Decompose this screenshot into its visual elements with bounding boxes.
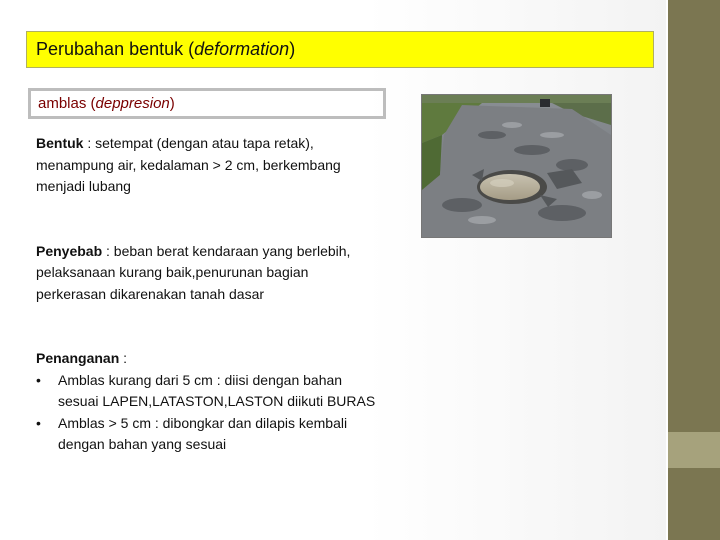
bentuk-text: : setempat (dengan atau tapa retak), menampung air, kedalaman > 2 cm, berkembang menjadi lubang: [36, 135, 341, 194]
penanganan-list: [36, 370, 376, 456]
title-close: ): [289, 39, 296, 59]
title-text: Perubahan bentuk (: [36, 39, 195, 59]
slide-subtitle: [28, 88, 386, 119]
penanganan-label: Penanganan: [36, 350, 120, 366]
list-item: • Amblas kurang dari 5 cm : diisi dengan bahan sesuai LAPEN,LATASTON,LASTON diikuti BURAS: [36, 370, 376, 413]
bentuk-label: Bentuk: [36, 135, 84, 151]
penanganan-label-suffix: :: [119, 350, 128, 366]
penanganan-heading: [36, 348, 376, 370]
pothole-photo-graphic: [422, 95, 611, 237]
subtitle-text: amblas (: [38, 95, 96, 112]
list-item: • Amblas > 5 cm : dibongkar dan dilapis kembali dengan bahan yang sesuai: [36, 413, 376, 456]
sidebar-accent-block: [668, 432, 720, 468]
pothole-photo: [421, 94, 612, 238]
penyebab-label: Penyebab: [36, 242, 103, 259]
slide-title: [26, 31, 654, 68]
subtitle-close: ): [169, 95, 175, 112]
penyebab-paragraph: [36, 241, 376, 306]
penyebab-text: : beban berat kendaraan yang berlebih, pelaksanaan kurang baik,penurunan bagian perkerasan dikarenakan tanah dasar: [36, 242, 351, 302]
bentuk-paragraph: [36, 133, 376, 198]
right-sidebar-band: [666, 0, 720, 540]
title-italic: deformation: [194, 39, 290, 59]
body-content: [36, 133, 376, 456]
subtitle-italic: deppresion: [95, 95, 170, 112]
